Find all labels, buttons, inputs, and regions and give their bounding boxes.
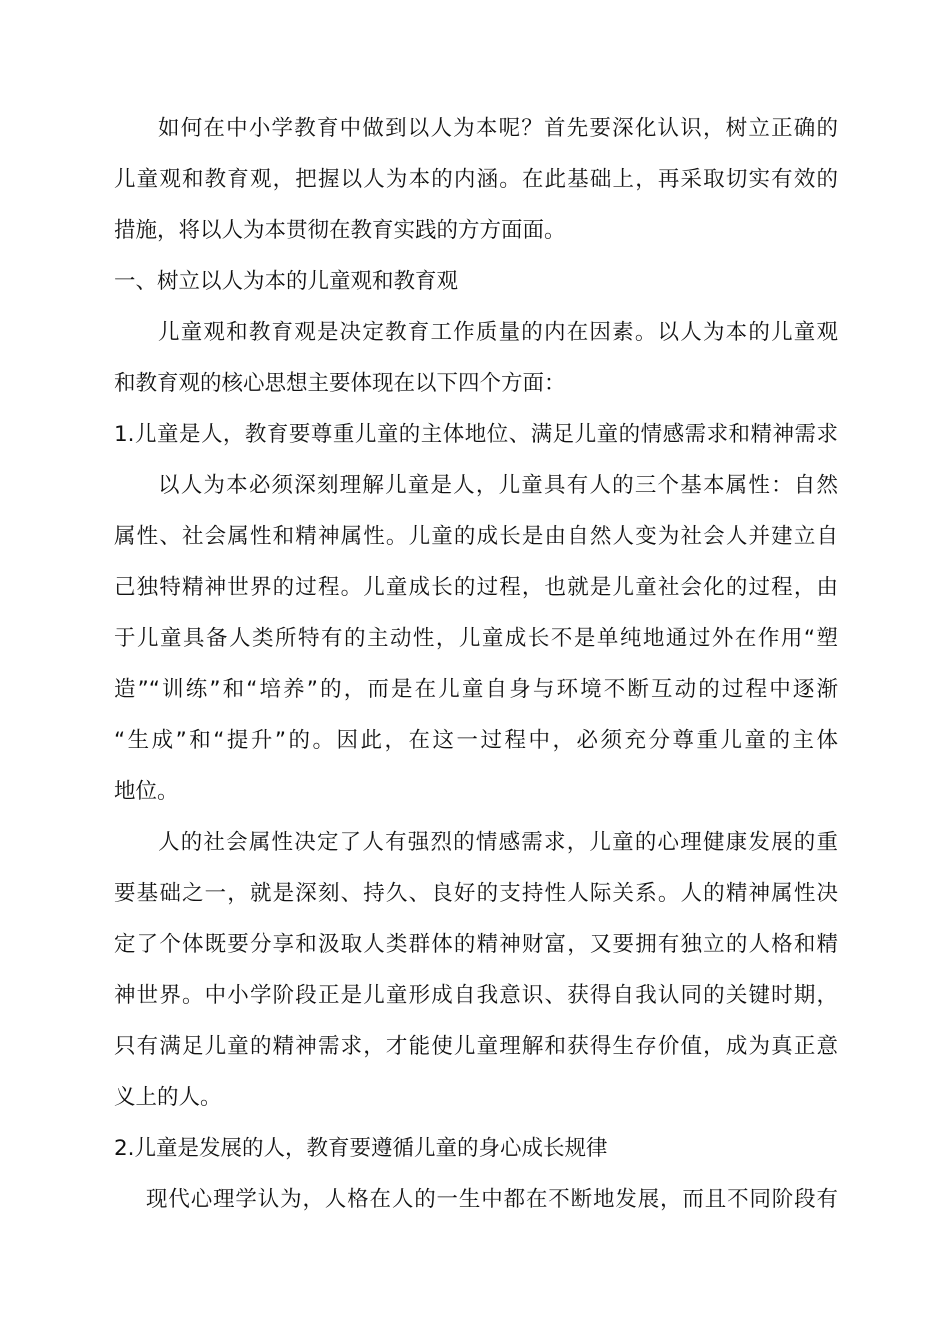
- subsection-heading: 2.儿童是发展的人，教育要遵循儿童的身心成长规律: [114, 1136, 608, 1161]
- paragraph-line: 人的社会属性决定了人有强烈的情感需求，儿童的心理健康发展的重: [158, 830, 838, 855]
- paragraph-line: 定了个体既要分享和汲取人类群体的精神财富，又要拥有独立的人格和精: [114, 932, 838, 957]
- paragraph-line: “生成”和“提升”的。因此，在这一过程中，必须充分尊重儿童的主体: [114, 728, 838, 753]
- subsection-heading: 1.儿童是人，教育要尊重儿童的主体地位、满足儿童的情感需求和精神需求: [114, 422, 838, 447]
- paragraph-line: 造”“训练”和“培养”的，而是在儿童自身与环境不断互动的过程中逐渐: [114, 677, 838, 702]
- paragraph-line: 以人为本必须深刻理解儿童是人，儿童具有人的三个基本属性：自然: [158, 473, 838, 498]
- paragraph-line: 儿童观和教育观，把握以人为本的内涵。在此基础上，再采取切实有效的: [114, 167, 838, 192]
- paragraph-line: 己独特精神世界的过程。儿童成长的过程，也就是儿童社会化的过程，由: [114, 575, 838, 600]
- paragraph-line: 属性、社会属性和精神属性。儿童的成长是由自然人变为社会人并建立自: [114, 524, 838, 549]
- paragraph-line: 于儿童具备人类所特有的主动性，儿童成长不是单纯地通过外在作用“塑: [114, 626, 838, 651]
- paragraph-line: 地位。: [114, 779, 179, 804]
- paragraph-line: 措施，将以人为本贯彻在教育实践的方方面面。: [114, 218, 566, 243]
- paragraph-line: 儿童观和教育观是决定教育工作质量的内在因素。以人为本的儿童观: [158, 320, 838, 345]
- paragraph-line: 现代心理学认为，人格在人的一生中都在不断地发展，而且不同阶段有: [146, 1187, 838, 1212]
- paragraph-line: 和教育观的核心思想主要体现在以下四个方面：: [114, 371, 566, 396]
- paragraph-line: 义上的人。: [114, 1085, 222, 1110]
- paragraph-line: 如何在中小学教育中做到以人为本呢？首先要深化认识，树立正确的: [158, 116, 838, 141]
- paragraph-line: 只有满足儿童的精神需求，才能使儿童理解和获得生存价值，成为真正意: [114, 1034, 838, 1059]
- paragraph-line: 神世界。中小学阶段正是儿童形成自我意识、获得自我认同的关键时期，: [114, 983, 838, 1008]
- paragraph-line: 要基础之一，就是深刻、持久、良好的支持性人际关系。人的精神属性决: [114, 881, 838, 906]
- section-heading: 一、树立以人为本的儿童观和教育观: [114, 269, 459, 294]
